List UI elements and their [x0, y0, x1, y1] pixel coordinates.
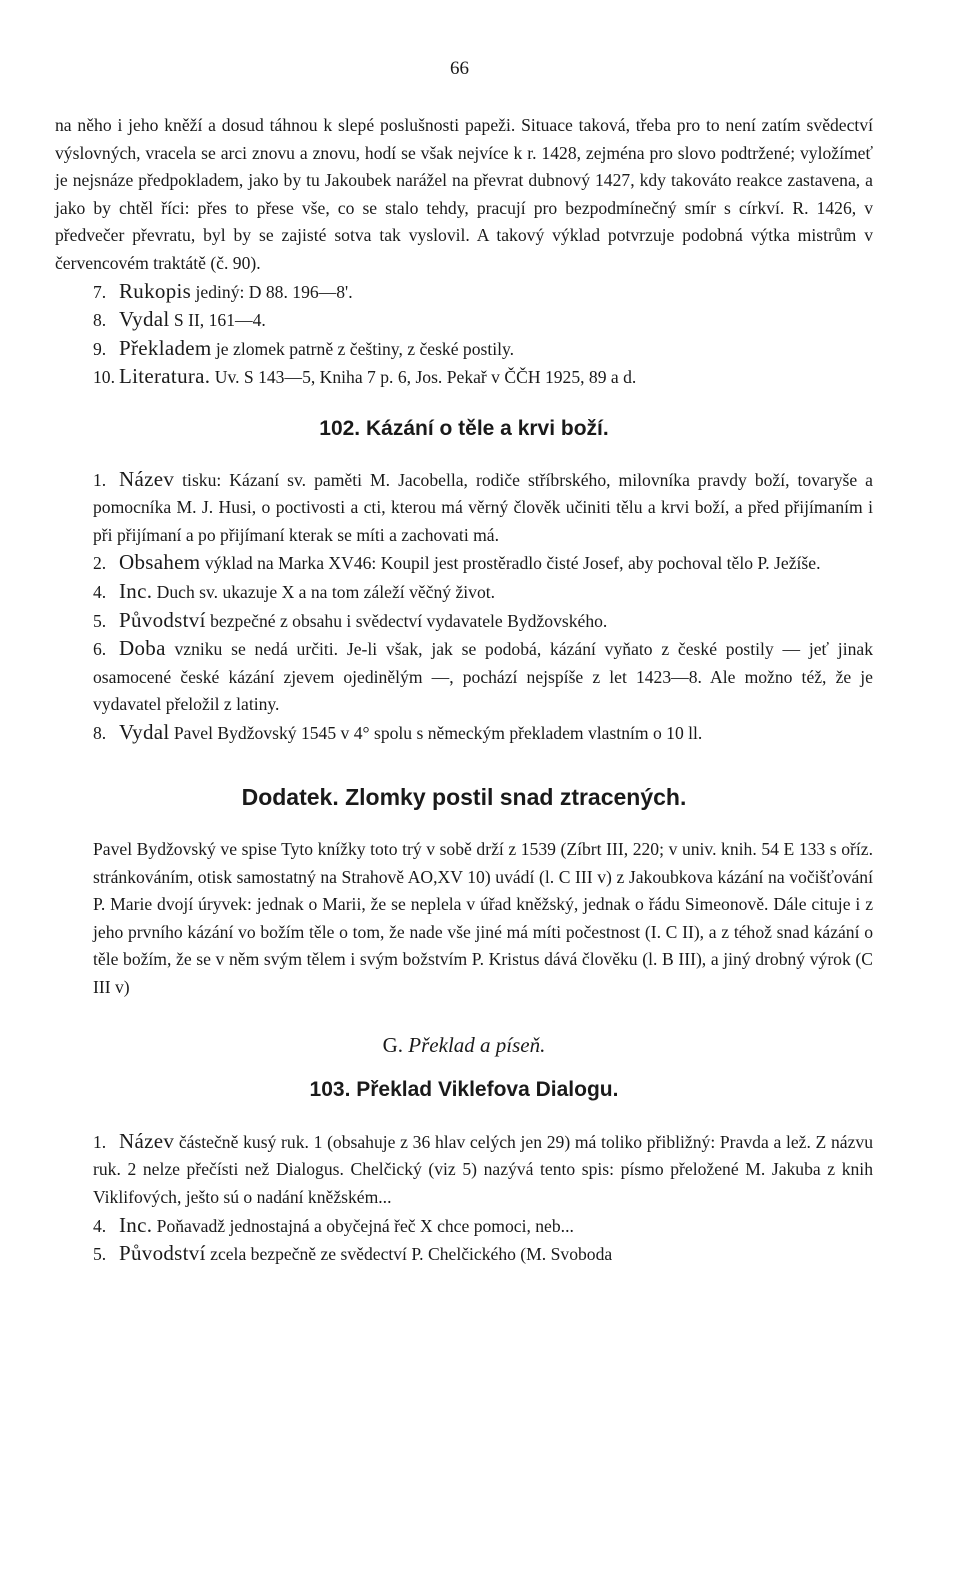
section-103-heading: 103. Překlad Viklefova Dialogu. — [309, 1078, 619, 1102]
item-number: 2. — [93, 553, 107, 574]
item-text: tisku: Kázaní sv. paměti M. Jacobella, rodiče stříbrského, milovníka pravdy boží, tovaryše a pomocníka M. J. Husi, o poctivosti a cti, kterou má věrný člověk učiniti tělu a krvi boží, a před přijímaním i při přijímaní a po přijímaní kterak se míti a zachovati má. — [93, 469, 873, 545]
item-number: 8. — [93, 310, 107, 331]
item-keyword: Vydal — [119, 307, 170, 332]
item-text: S II, 161—4. — [169, 310, 266, 331]
list-item — [55, 278, 873, 307]
item-keyword: Inc. — [119, 578, 153, 603]
item-text: jediný: D 88. 196—8'. — [191, 281, 353, 302]
item-number: 1. — [93, 1131, 107, 1152]
list-item — [55, 1212, 873, 1241]
list-item — [55, 549, 873, 578]
item-keyword: Doba — [119, 636, 166, 661]
item-text: částečně kusý ruk. 1 (obsahuje z 36 hlav celých jen 29) má toliko přibližný: Pravda a lež. Z názvu ruk. 2 nelze přečísti než Dialogus. Chelčický (viz 5) nazývá tento spis: písmo přeložené M. Jakuba z knih Viklifových, ješto sú o nadání kněžském... — [93, 1131, 873, 1207]
item-keyword: Původství — [119, 1241, 206, 1266]
item-number: 4. — [93, 581, 107, 602]
list-item — [55, 466, 873, 550]
item-keyword: Obsahem — [119, 550, 201, 575]
item-text: výklad na Marka XV46: Koupil jest prostěradlo čisté Josef, aby pochoval tělo P. Ježíše. — [200, 553, 821, 574]
item-text: Pavel Bydžovský 1545 v 4° spolu s německým překladem vlastním o 10 ll. — [169, 722, 703, 743]
section-g-label: G. — [382, 1032, 404, 1057]
item-number: 1. — [93, 469, 107, 490]
intro-paragraph: na něho i jeho kněží a dosud táhnou k slepé poslušnosti papeži. Situace taková, třeba pro to není zatím svědectví výslovných, vracela se arci znovu a znovu, hodí se však nejvíce k r. 1428, zejména pro slovo podtržené; vyložímeť je nejsnáze předpokladem, jako by tu Jakoubek narážel na převrat dubnový 1427, kdy takováto reakce zastavena, a jako by chtěl říci: přes to přese vše, co se stalo tehdy, pracují pro bezpodmínečný smír s církví. R. 1426, v předvečer převratu, byl by se zajisté sotva tak vyslovil. A takový výklad potvrzuje podobná výtka mistrům v červencovém traktátě (č. 90). — [55, 115, 873, 273]
item-text: Duch sv. ukazuje X a na tom záleží věčný život. — [152, 581, 496, 602]
item-number: 7. — [93, 281, 107, 302]
intro-items — [55, 278, 873, 392]
item-keyword: Rukopis — [119, 278, 192, 303]
item-keyword: Inc. — [119, 1212, 153, 1237]
list-item — [55, 635, 873, 719]
list-item — [55, 306, 873, 335]
section-103-items — [55, 1128, 873, 1269]
page-content — [55, 112, 873, 1269]
item-text: Uv. S 143—5, Kniha 7 p. 6, Jos. Pekař v ČČH 1925, 89 a d. — [210, 367, 637, 388]
item-text: zcela bezpečně ze svědectví P. Chelčického (M. Svoboda — [205, 1244, 613, 1265]
list-item — [55, 719, 873, 748]
item-text: je zlomek patrně z češtiny, z české postily. — [211, 338, 515, 359]
item-keyword: Původství — [119, 607, 206, 632]
section-102-items — [55, 466, 873, 748]
item-keyword: Název — [119, 1128, 175, 1153]
item-text: bezpečné z obsahu i svědectví vydavatele Bydžovského. — [205, 610, 608, 631]
list-item — [55, 1128, 873, 1212]
list-item — [55, 1240, 873, 1269]
item-text: Poňavadž jednostajná a obyčejná řeč X chce pomoci, neb... — [152, 1215, 574, 1236]
dodatek-paragraph: Pavel Bydžovský ve spise Tyto knížky toto trý v sobě drží z 1539 (Zíbrt III, 220; v univ. knih. 54 E 133 s oříz. stránkováním, otisk samostatný na Strahově AO,XV 10) uvádí (l. C III v) z Jakoubkova kázání na vočišťování P. Marie dvojí úryvek: jednak o Marii, že se neplela v úřad kněžský, jednak o řádu Simeonově. Dále cituje i z jeho prvního kázání vo božím těle o tom, že nade vše jiné má míti počestnost (I. C II), a z téhož snad kázání o těle božím, že se v něm svým tělem i svým božstvím P. Kristus dává člověku (l. B III), a jiný drobný výrok (C III v) — [93, 839, 873, 998]
item-number: 4. — [93, 1215, 107, 1236]
item-number: 10. — [93, 367, 115, 388]
item-number: 5. — [93, 1244, 107, 1265]
item-keyword: Vydal — [119, 719, 170, 744]
dodatek-heading: Dodatek. Zlomky postil snad ztracených. — [241, 784, 687, 811]
item-number: 6. — [93, 639, 107, 660]
item-keyword: Název — [119, 466, 175, 491]
list-item — [55, 578, 873, 607]
list-item — [55, 607, 873, 636]
list-item — [55, 363, 873, 392]
item-number: 5. — [93, 610, 107, 631]
page-number: 66 — [450, 58, 469, 79]
section-g-heading — [55, 1032, 873, 1060]
item-keyword: Literatura. — [119, 364, 211, 389]
item-number: 8. — [93, 722, 107, 743]
list-item — [55, 335, 873, 364]
item-text: vzniku se nedá určiti. Je-li však, jak se podobá, kázání vyňato z české postily — jeť jinak osamocené české kázání zjevem ojedinělým —, pochází nejspíše z let 1423—8. Ale možno též, že je vydavatel přeložil z latiny. — [93, 639, 873, 715]
item-keyword: Překladem — [119, 335, 212, 360]
item-number: 9. — [93, 338, 107, 359]
section-102-heading: 102. Kázání o těle a krvi boží. — [319, 416, 609, 440]
section-g-title: Překlad a píseň. — [408, 1032, 546, 1057]
